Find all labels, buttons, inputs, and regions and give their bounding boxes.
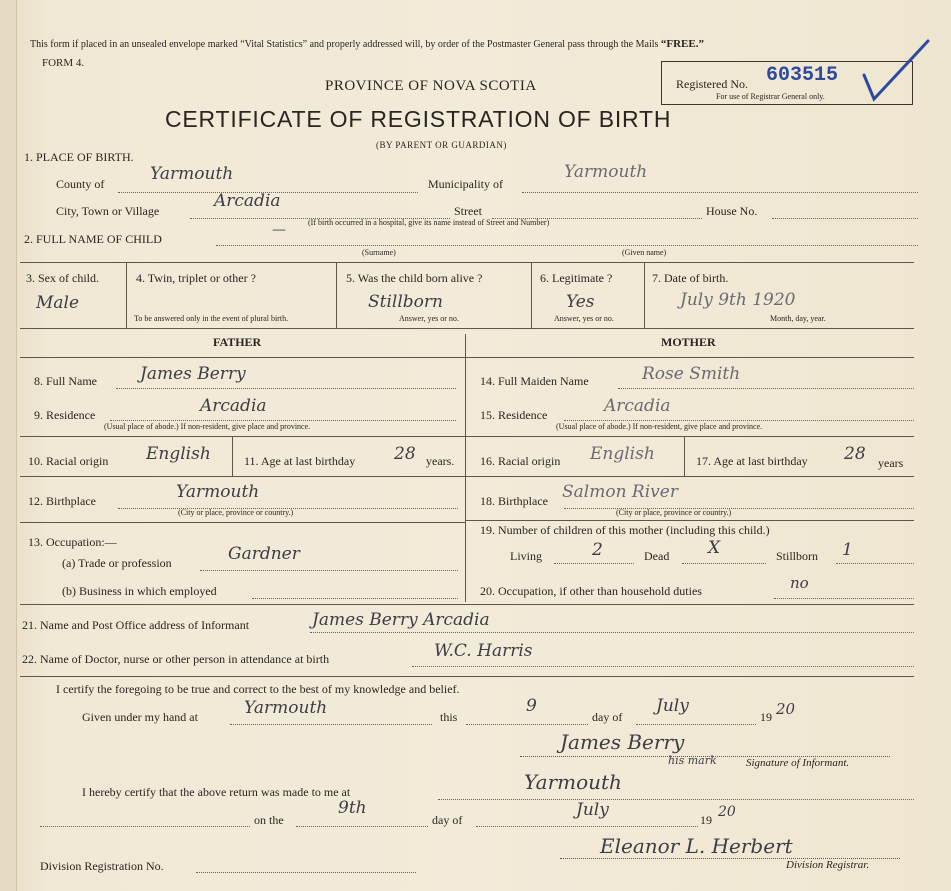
municipality-value: Yarmouth	[564, 162, 648, 182]
return-label: I hereby certify that the above return was made to me at	[82, 785, 351, 799]
certificate-title: CERTIFICATE OF REGISTRATION OF BIRTH	[165, 106, 672, 132]
left-edge-strip	[0, 0, 17, 891]
mother-occupation-value: no	[790, 574, 809, 592]
street-label: Street	[454, 204, 482, 218]
mother-racial-value: English	[590, 444, 655, 464]
mother-residence-label: 15. Residence	[480, 408, 548, 422]
living-value: 2	[592, 540, 603, 560]
given-name-label: (Given name)	[622, 248, 667, 257]
legitimate-label: 6. Legitimate ?	[540, 271, 613, 285]
father-age-value: 28	[394, 444, 416, 464]
father-heading: FATHER	[213, 335, 262, 349]
father-occupation-label: 13. Occupation:—	[28, 535, 117, 549]
mother-age-value: 28	[844, 444, 866, 464]
blue-check-mark	[850, 35, 940, 115]
living-label: Living	[510, 549, 542, 563]
return-place: Yarmouth	[524, 770, 622, 794]
mother-racial-label: 16. Racial origin	[480, 454, 561, 468]
informant-value: James Berry Arcadia	[312, 610, 490, 630]
on-the-label: on the	[254, 813, 284, 827]
father-age-label: 11. Age at last birthday	[244, 454, 356, 468]
registrar-signature: Eleanor L. Herbert	[600, 834, 793, 858]
municipality-label: Municipality of	[428, 177, 503, 191]
dob-value: July 9th 1920	[680, 290, 796, 310]
certify-statement: I certify the foregoing to be true and correct to the best of my knowledge and belief.	[56, 682, 460, 696]
return-year-prefix: 19	[700, 813, 712, 827]
mother-residence-value: Arcadia	[604, 396, 671, 416]
city-label: City, Town or Village	[56, 204, 160, 218]
return-month: July	[576, 800, 609, 820]
father-years-label: years.	[426, 454, 455, 468]
mailing-notice: This form if placed in an unsealed envelope marked “Vital Statistics” and properly addressed will, by order of the Postmaster General pass through the Mails “FREE.”	[30, 38, 704, 50]
registered-number: 603515	[766, 64, 839, 87]
doctor-value: W.C. Harris	[434, 641, 533, 661]
cert-day-value: 9	[526, 696, 537, 716]
county-value: Yarmouth	[150, 164, 234, 184]
mother-birthplace-value: Salmon River	[562, 482, 678, 502]
father-residence-note: (Usual place of abode.) If non-resident, give place and province.	[104, 422, 311, 431]
signature-label: Signature of Informant.	[746, 757, 850, 769]
division-registration-label: Division Registration No.	[40, 859, 164, 873]
mother-name-value: Rose Smith	[642, 364, 741, 384]
dead-value: X	[708, 538, 721, 558]
father-birthplace-value: Yarmouth	[176, 482, 260, 502]
county-label: County of	[56, 177, 105, 191]
dead-label: Dead	[644, 549, 670, 563]
legitimate-note: Answer, yes or no.	[554, 314, 614, 323]
form-number: FORM 4.	[42, 57, 85, 69]
given-place: Yarmouth	[244, 698, 328, 718]
informant-signature: James Berry	[560, 730, 685, 754]
father-residence-value: Arcadia	[200, 396, 267, 416]
trade-value: Gardner	[228, 544, 300, 564]
father-birthplace-note: (City or place, province or country.)	[178, 508, 294, 517]
child-name-value: —	[272, 222, 286, 238]
dob-label: 7. Date of birth.	[652, 271, 729, 285]
mother-name-label: 14. Full Maiden Name	[480, 374, 589, 388]
registrar-use-note: For use of Registrar General only.	[716, 92, 825, 101]
dob-note: Month, day, year.	[770, 314, 826, 323]
child-name-heading: 2. FULL NAME OF CHILD	[24, 232, 162, 246]
return-year: 20	[718, 804, 736, 820]
alive-label: 5. Was the child born alive ?	[346, 271, 483, 285]
twin-note: To be answered only in the event of plural birth.	[134, 314, 289, 323]
alive-note: Answer, yes or no.	[399, 314, 459, 323]
mother-birthplace-label: 18. Birthplace	[480, 494, 548, 508]
father-residence-label: 9. Residence	[34, 408, 96, 422]
signature-mark: his mark	[668, 754, 717, 767]
sex-label: 3. Sex of child.	[26, 271, 99, 285]
province-heading: PROVINCE OF NOVA SCOTIA	[325, 78, 537, 94]
cert-year-value: 20	[776, 700, 796, 718]
given-label: Given under my hand at	[82, 710, 198, 724]
street-note: (If birth occurred in a hospital, give its name instead of Street and Number)	[308, 218, 550, 227]
father-racial-label: 10. Racial origin	[28, 454, 109, 468]
mother-birthplace-note: (City or place, province or country.)	[616, 508, 732, 517]
business-label: (b) Business in which employed	[62, 584, 217, 598]
cert-month-value: July	[656, 696, 689, 716]
father-birthplace-label: 12. Birthplace	[28, 494, 96, 508]
registered-label: Registered No.	[676, 77, 748, 91]
mother-occupation-label: 20. Occupation, if other than household duties	[480, 584, 702, 598]
informant-label: 21. Name and Post Office address of Informant	[22, 618, 250, 632]
surname-label: (Surname)	[362, 248, 396, 257]
twin-label: 4. Twin, triplet or other ?	[136, 271, 256, 285]
this-label: this	[440, 710, 458, 724]
mother-residence-note: (Usual place of abode.) If non-resident, give place and province.	[556, 422, 763, 431]
trade-label: (a) Trade or profession	[62, 556, 172, 570]
father-racial-value: English	[146, 444, 211, 464]
father-name-value: James Berry	[140, 364, 246, 384]
stillborn-value: 1	[842, 540, 853, 560]
day-of-label-2: day of	[432, 813, 463, 827]
certificate-subtitle: (BY PARENT OR GUARDIAN)	[376, 140, 507, 150]
mother-age-label: 17. Age at last birthday	[696, 454, 808, 468]
division-registrar-label: Division Registrar.	[786, 859, 870, 871]
stillborn-label: Stillborn	[776, 549, 819, 563]
doctor-label: 22. Name of Doctor, nurse or other person in attendance at birth	[22, 652, 330, 666]
mother-years-label: years	[878, 456, 904, 470]
alive-value: Stillborn	[368, 292, 443, 312]
mother-heading: MOTHER	[661, 335, 716, 349]
return-day: 9th	[338, 798, 367, 818]
place-of-birth-heading: 1. PLACE OF BIRTH.	[24, 150, 134, 164]
house-number-label: House No.	[706, 204, 758, 218]
legitimate-value: Yes	[566, 292, 595, 312]
father-name-label: 8. Full Name	[34, 374, 97, 388]
mother-children-label: 19. Number of children of this mother (including this child.)	[480, 523, 770, 537]
sex-value: Male	[36, 293, 80, 313]
cert-year-prefix: 19	[760, 710, 772, 724]
day-of-label: day of	[592, 710, 623, 724]
city-value: Arcadia	[214, 191, 281, 211]
